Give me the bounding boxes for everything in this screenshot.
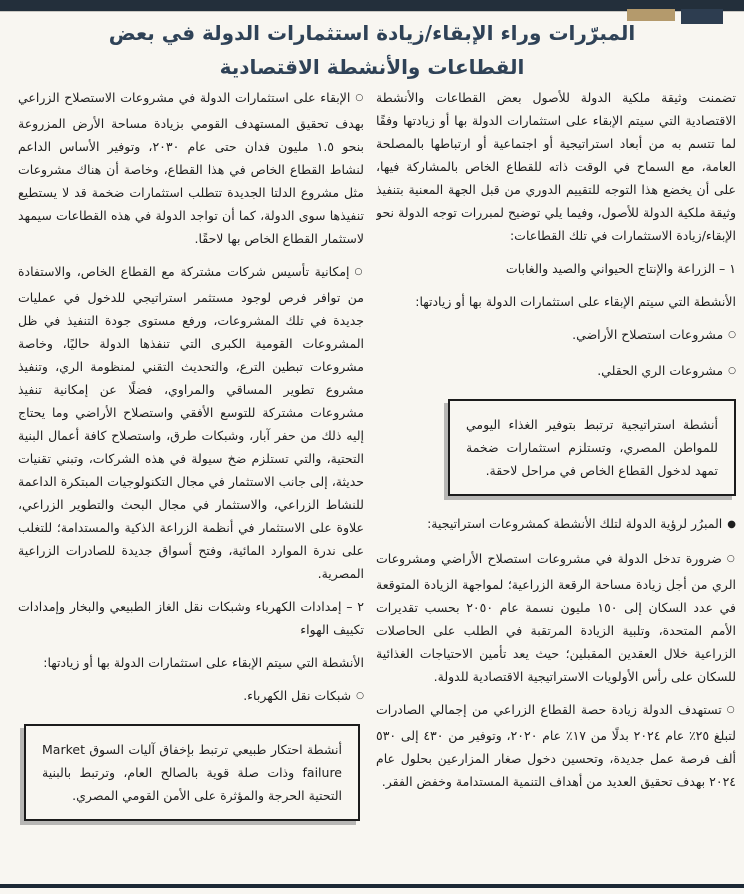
continuation-point xyxy=(18,86,364,250)
page-title xyxy=(0,16,744,84)
circle-bullet-icon: ○ xyxy=(355,93,364,103)
page-bottom-rule xyxy=(0,884,744,888)
bullet-text: مشروعات الري الحقلي. xyxy=(597,363,724,378)
circle-bullet-icon: ○ xyxy=(728,366,736,376)
page-title-line2: القطاعات والأنشطة الاقتصادية xyxy=(219,55,525,79)
intro-paragraph: تضمنت وثيقة ملكية الدولة للأصول بعض القطاعات والأنشطة الاقتصادية التي سيتم الإبقاء على استثمارات الدولة بها أو زيادتها وفقًا لما تتسم به من أبعاد استراتيجية أو اجتماعية أو ارتباطها بالمصلحة العامة، مع السماح في الوقت ذاته للقطاع الخاص بالمشاركة فيها، على أن يخضع هذا التوجه للتقييم الدوري من قبل الجهة المعنية بتنفيذ وثيقة ملكية الدولة للأصول، وفيما يلي توضيح لمبررات توجه الدولة نحو الإبقاء/زيادة الاستثمارات في تلك القطاعات: xyxy=(376,90,736,243)
column-left xyxy=(18,86,364,880)
bullet-item xyxy=(376,323,736,349)
activities-label-right: الأنشطة التي سيتم الإبقاء على استثمارات الدولة بها أو زيادتها: xyxy=(415,294,736,309)
circle-bullet-icon: ○ xyxy=(728,330,736,340)
activities-label-left: الأنشطة التي سيتم الإبقاء على استثمارات الدولة بها أو زيادتها: xyxy=(43,655,364,670)
justification-point xyxy=(376,698,736,793)
page-title-line1: المبرّرات وراء الإبقاء/زيادة استثمارات الدولة في بعض xyxy=(108,21,636,45)
circle-bullet-icon: ○ xyxy=(356,691,364,701)
bullet-text: مشروعات استصلاح الأراضي. xyxy=(572,327,724,342)
continuation-point xyxy=(18,260,364,585)
disc-bullet-icon: ● xyxy=(727,519,736,530)
bullet-item xyxy=(376,359,736,385)
circle-bullet-icon: ○ xyxy=(726,554,736,564)
justification-label xyxy=(376,512,736,537)
section-1-heading: ١ – الزراعة والإنتاج الحيواني والصيد والغابات xyxy=(505,261,736,276)
natural-monopoly-callout xyxy=(24,724,360,821)
point-text: الإبقاء على استثمارات الدولة في مشروعات الاستصلاح الزراعي بهدف تحقيق المستهدف القومي بزيادة مساحة الأرض المزروعة بنحو ١.٥ مليون فدان حتى عام ٢٠٣٠، وتوفير الأساس الداعم لنشاط القطاع الخاص في هذا القطاع، وخاصة أن هناك مشروعات مثل مشروع الدلتا الجديدة تتطلب استثمارات ضخمة قد لا يستطيع تنفيذها سوى الدولة، كما أن تواجد الدولة في هذه القطاعات سيمهد لاستثمار القطاع الخاص بها لاحقًا. xyxy=(18,90,364,246)
section-2-heading: ٢ – إمدادات الكهرباء وشبكات نقل الغاز الطبيعي والبخار وإمدادات تكييف الهواء xyxy=(18,599,364,637)
bullet-text: شبكات نقل الكهرباء. xyxy=(243,688,352,703)
callout-text: أنشطة استراتيجية ترتبط بتوفير الغذاء اليومي للمواطن المصري، وتستلزم استثمارات ضخمة تمهد لدخول القطاع الخاص في مراحل لاحقة. xyxy=(466,417,718,478)
justification-label-text: المبرُر لرؤية الدولة لتلك الأنشطة كمشروعات استراتيجية: xyxy=(427,516,723,531)
point-text: تستهدف الدولة زيادة حصة القطاع الزراعي من إجمالي الصادرات لتبلغ ٢٥٪ عام ٢٠٢٤ بدلًا من ١٧٪ عام ٢٠٢٠، وتوفير من ٤٣٠ إلى ٥٣٠ ألف فرصة عمل جديدة، وتحسين دخول صغار المزارعين بحلول عام ٢٠٢٤ بهدف تحقيق العديد من أهداف التنمية المستدامة وخفض الفقر. xyxy=(376,702,736,789)
justification-point xyxy=(376,547,736,688)
document-body xyxy=(14,86,736,880)
point-text: ضرورة تدخل الدولة في مشروعات استصلاح الأراضي ومشروعات الري من أجل زيادة مساحة الرقعة الزراعية؛ لمواجهة الزيادة المتوقعة في عدد السكان إلى ١٥٠ مليون نسمة عام ٢٠٥٠ بحسب تقديرات الأمم المتحدة، وتلبية الزيادة المرتقبة في الطلب على الحاصلات الزراعية خلال العقدين المقبلين؛ حيث يعد تأمين الاحتياجات الغذائية للسكان على رأس الأولويات الاستراتيجية الاقتصادية للدولة. xyxy=(376,551,736,684)
column-right xyxy=(376,86,736,880)
circle-bullet-icon: ○ xyxy=(726,705,736,715)
circle-bullet-icon: ○ xyxy=(354,267,364,277)
bullet-item xyxy=(18,684,364,710)
point-text: إمكانية تأسيس شركات مشتركة مع القطاع الخاص، والاستفادة من توافر فرص لوجود مستثمر استراتيجي للدخول في عمليات جديدة في تلك المشروعات، ورفع مستوى جودة التنفيذ في ظل المشروعات القومية الكبرى التي تنفذها الدولة حاليًا، وخاصة مشروعات تبطين الترع، والتحديث التقني لمنظومة الري، وتنفيذ مشروع تطوير المساقي والمراوي، فضلًا عن إمكانية تنفيذ مشروعات مشتركة للتوسع الأفقي واستصلاح الأراضي وما يحتاج إليه ذلك من حفر آبار، وشبكات طرق، واستصلاح كافة أعمال البنية التحتية، والتي تستلزم ضخ سيولة في هذه الشركات، وتبني تقنيات حديثة، إلى جانب الاستثمار في مجال التكنولوجيات المبتكرة الداعمة للنشاط الزراعي، والاستثمار في مجال البحث والتطوير الزراعي، علاوة على الاستثمار في أنظمة الزراعة الذكية والمستدامة؛ للتغلب على ندرة الموارد المائية، وفتح أسواق جديدة للصادرات الزراعية المصرية. xyxy=(18,264,364,581)
callout-text: أنشطة احتكار طبيعي ترتبط بإخفاق آليات السوق Market failure وذات صلة قوية بالصالح العام، وترتبط بالبنية التحتية الحرجة والمؤثرة على الأمن القومي المصري. xyxy=(42,742,342,803)
strategic-activities-callout xyxy=(448,399,736,496)
